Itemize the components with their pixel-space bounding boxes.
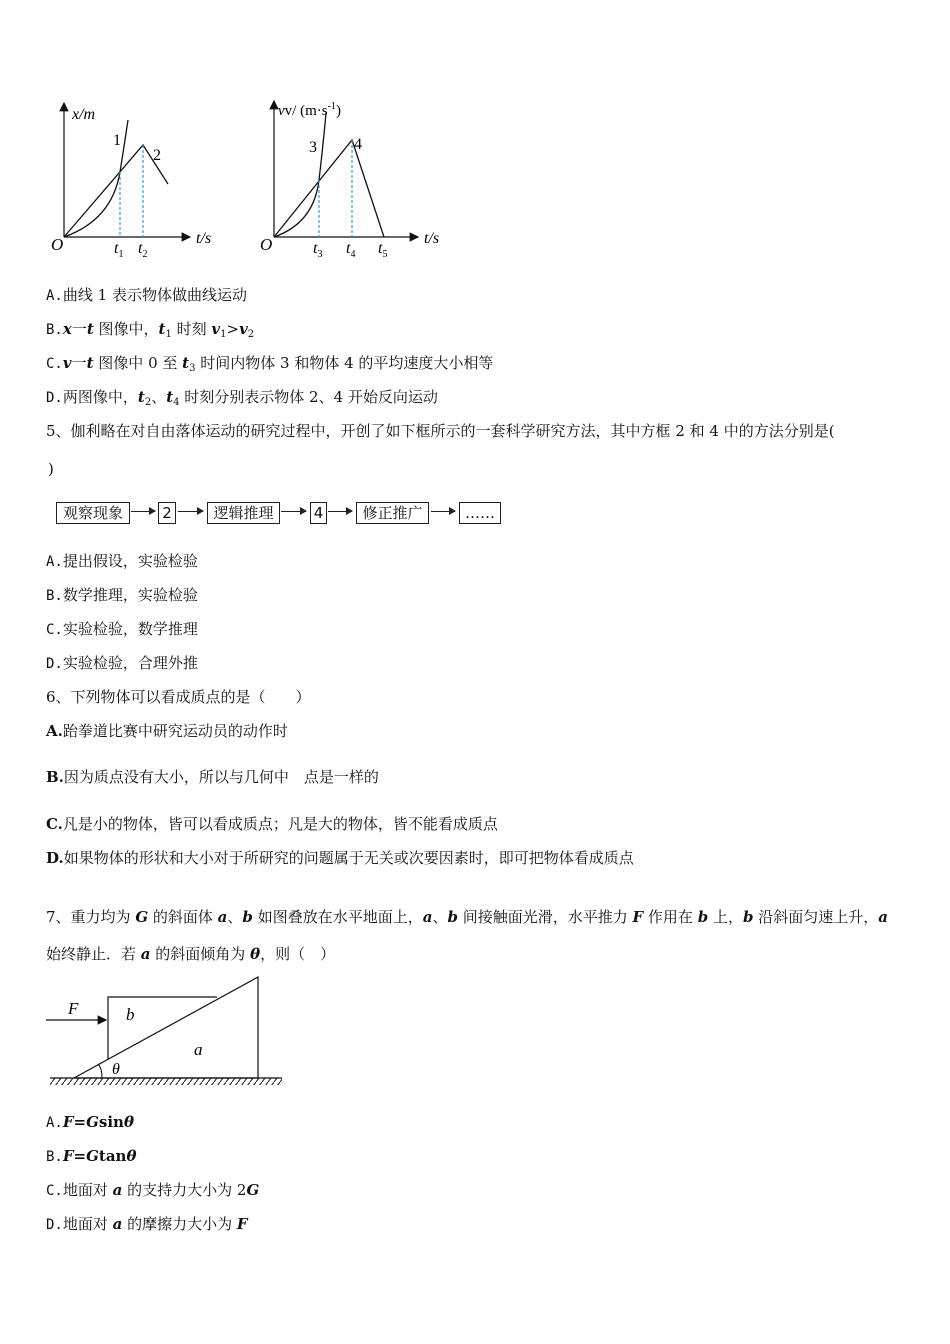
curve-3-label: 3 xyxy=(309,139,317,156)
option-letter: D. xyxy=(46,849,64,867)
tick-t2: $t_2$ xyxy=(138,240,148,260)
option-text: 实验检验，合理外推 xyxy=(62,654,198,672)
q7-option-c[interactable]: C.地面对 a 的支持力大小为 2G xyxy=(46,1181,260,1199)
option-letter: B. xyxy=(46,768,64,786)
vt-graph xyxy=(248,95,458,265)
q7-option-b[interactable]: B.F=Gtanθ xyxy=(46,1147,137,1165)
q4-option-c[interactable] xyxy=(46,353,493,379)
var-v: v xyxy=(211,320,221,338)
curve-2-label: 2 xyxy=(153,147,161,164)
q6-option-b[interactable] xyxy=(46,767,379,787)
gt: > xyxy=(226,320,240,338)
option-letter: D. xyxy=(46,656,63,672)
option-letter: A. xyxy=(46,554,63,570)
text: 时刻 xyxy=(171,320,212,338)
text: 时间内物体 3 和物体 4 的平均速度大小相等 xyxy=(195,354,494,372)
ground-hatch xyxy=(50,1078,282,1085)
flow-arrow xyxy=(131,511,155,512)
tick-t3: $t_3$ xyxy=(313,240,323,260)
option-letter: D. xyxy=(46,1217,63,1233)
flow-arrow xyxy=(431,511,455,512)
option-letter: A. xyxy=(46,722,63,740)
var-t: t xyxy=(137,388,145,406)
q5-option-b[interactable] xyxy=(46,585,198,606)
option-text: 提出假设，实验检验 xyxy=(62,552,198,570)
flow-box-revise: 修正推广 xyxy=(356,502,429,524)
q5-option-d[interactable] xyxy=(46,653,198,674)
var-t: t xyxy=(86,354,94,372)
q6-stem: 6、下列物体可以看成质点的是（ ） xyxy=(46,688,311,706)
x-axis-label: t/s xyxy=(196,230,212,247)
flow-box-2: 2 xyxy=(158,502,176,524)
dash: 一 xyxy=(71,354,87,372)
option-text: 实验检验，数学推理 xyxy=(62,620,198,638)
text: 图像中 0 至 xyxy=(93,354,183,372)
label-theta: θ xyxy=(112,1061,120,1078)
dash: 一 xyxy=(71,320,87,338)
var-t: t xyxy=(158,320,166,338)
y-axis-label: x/m xyxy=(72,106,96,123)
option-text: 跆拳道比赛中研究运动员的动作时 xyxy=(62,722,288,740)
curve-3 xyxy=(274,113,326,237)
option-letter: D. xyxy=(46,390,63,406)
label-F: F xyxy=(68,999,79,1018)
q5-stem-line1: 5、伽利略在对自由落体运动的研究过程中，开创了如下框所示的一套科学研究方法，其中方框 2 和 4 中的方法分别是( xyxy=(46,422,835,440)
q6-option-d[interactable] xyxy=(46,848,634,868)
sub: 2 xyxy=(247,329,255,340)
curve-4 xyxy=(274,140,384,237)
q5-stem-line2: ) xyxy=(48,460,54,478)
flow-box-ellipsis: …… xyxy=(459,502,501,524)
flow-box-logic: 逻辑推理 xyxy=(207,502,280,524)
incline-figure xyxy=(40,970,290,1090)
var-t: t xyxy=(166,388,174,406)
option-letter: A. xyxy=(46,1115,63,1131)
option-text: 因为质点没有大小，所以与几何中 点是一样的 xyxy=(63,768,379,786)
q7-stem-line2: 始终静止．若 a 的斜面倾角为 θ，则（ ） xyxy=(46,945,336,963)
text: 两图像中， xyxy=(62,388,138,406)
q5-option-c[interactable] xyxy=(46,619,198,640)
option-letter: B. xyxy=(46,322,63,338)
option-text: 曲线 1 表示物体做曲线运动 xyxy=(62,286,247,304)
q7-option-d[interactable]: D.地面对 a 的摩擦力大小为 F xyxy=(46,1215,248,1233)
sub: 1 xyxy=(165,329,172,340)
var-t: t xyxy=(86,320,94,338)
q6-option-a[interactable] xyxy=(46,721,288,741)
y-axis-label: vv/ $(m\cdot s^{-1})$ xyxy=(278,101,341,119)
option-letter: C. xyxy=(46,622,63,638)
q7-option-a[interactable]: A.F=Gsinθ xyxy=(46,1113,134,1131)
var-v: v xyxy=(239,320,248,338)
q4-option-a[interactable] xyxy=(46,285,247,306)
flow-arrow xyxy=(178,511,203,512)
var-t: t xyxy=(182,354,190,372)
q7-stem-line1: 7、重力均为 G 的斜面体 a、b 如图叠放在水平地面上，a、b 间接触面光滑，水平推力 F 作用在 b 上，b 沿斜面匀速上升，a xyxy=(46,908,888,926)
sub: 3 xyxy=(189,363,196,374)
sub: 4 xyxy=(173,397,180,408)
x-axis-label: t/s xyxy=(424,230,440,247)
angle-arc xyxy=(98,1064,102,1078)
flow-arrow xyxy=(328,511,352,512)
curve-4-label: 4 xyxy=(354,136,362,153)
origin-label: O xyxy=(260,235,273,254)
q5-option-a[interactable] xyxy=(46,551,198,572)
wedge-a xyxy=(74,977,258,1078)
sub: 1 xyxy=(220,329,227,340)
text: 、 xyxy=(151,388,167,406)
tick-t4: $t_4$ xyxy=(346,240,356,260)
text: 图像中， xyxy=(93,320,159,338)
sub: 2 xyxy=(144,397,152,408)
option-text: 如果物体的形状和大小对于所研究的问题属于无关或次要因素时，即可把物体看成质点 xyxy=(63,849,634,867)
label-a: a xyxy=(194,1040,203,1059)
q4-option-d[interactable] xyxy=(46,387,438,413)
var-v: v xyxy=(62,354,72,372)
xt-graph xyxy=(40,95,230,265)
flow-box-4: 4 xyxy=(310,502,327,524)
option-letter: B. xyxy=(46,588,63,604)
option-letter: A. xyxy=(46,288,63,304)
option-text: 凡是小的物体，皆可以看成质点；凡是大的物体，皆不能看成质点 xyxy=(62,815,498,833)
tick-t1: $t_1$ xyxy=(114,240,124,260)
option-letter: C. xyxy=(46,1183,63,1199)
option-text: 数学推理，实验检验 xyxy=(62,586,198,604)
origin-label: O xyxy=(51,235,64,254)
label-b: b xyxy=(126,1005,135,1024)
q4-option-b[interactable] xyxy=(46,319,254,345)
tick-t5: $t_5$ xyxy=(378,240,388,260)
option-letter: B. xyxy=(46,1149,63,1165)
var-x: x xyxy=(62,320,72,338)
curve-1-label: 1 xyxy=(113,132,121,149)
option-letter: C. xyxy=(46,356,63,372)
flow-arrow xyxy=(281,511,306,512)
q6-option-c[interactable] xyxy=(46,814,498,834)
flow-box-observe: 观察现象 xyxy=(56,502,130,524)
option-letter: C. xyxy=(46,815,63,833)
text: 时刻分别表示物体 2、4 开始反向运动 xyxy=(179,388,438,406)
